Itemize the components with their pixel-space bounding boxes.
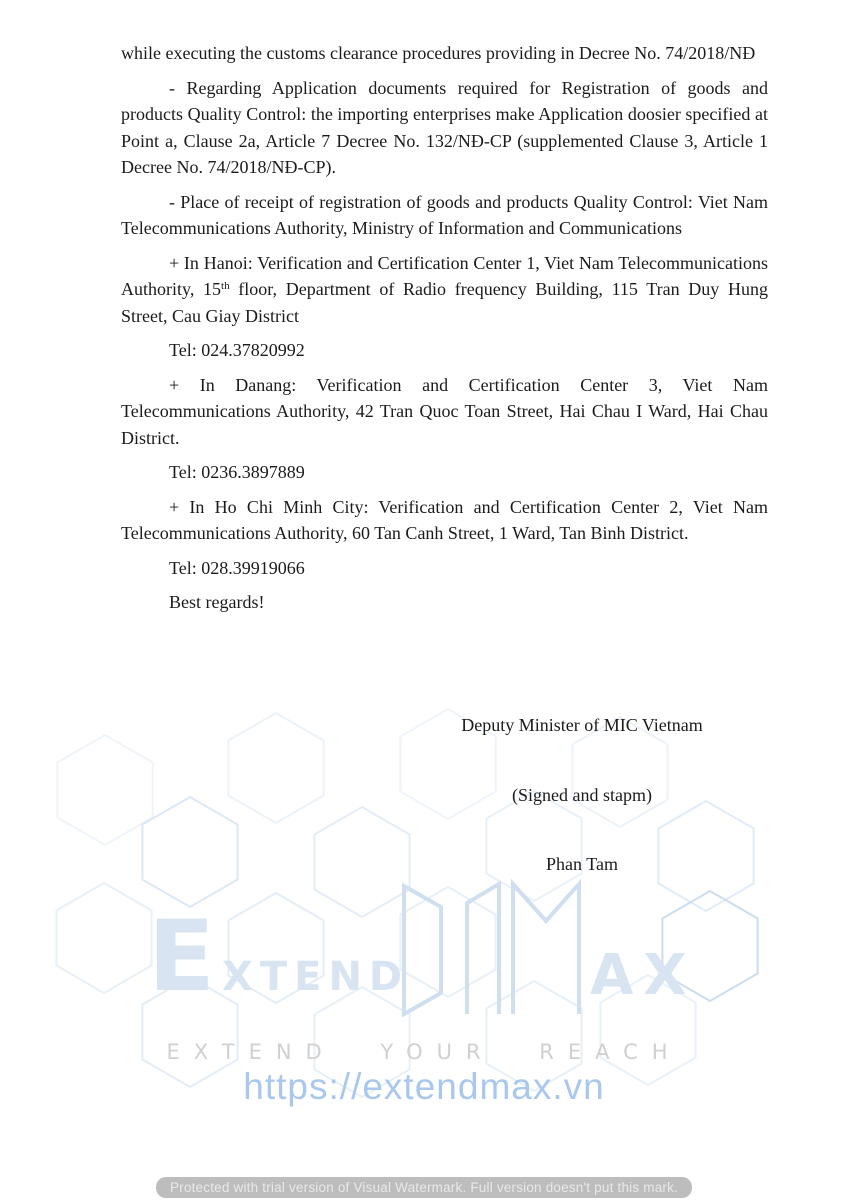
signer-name: Phan Tam: [546, 854, 618, 874]
doc-paragraph: while executing the customs clearance procedures providing in Decree No. 74/2018/NĐ: [121, 43, 756, 63]
ordinal-superscript: th: [221, 280, 230, 292]
watermark-letters-xtend: XTEND: [222, 954, 410, 1000]
doc-paragraph: - Regarding Application documents required for Registration of goods and products Quality Control: the importing enterprises make Application doosier specified at Point a, Clause 2a, Article 7 Decree No. 132/NĐ-CP (supplemented Clause 3, Article 1 Decree No. 74/2018/NĐ-CP).: [121, 77, 768, 177]
tel-line: Tel: 028.39919066: [169, 557, 305, 578]
signature-block: [417, 712, 747, 878]
hexagon-outline: [314, 807, 409, 917]
hexagon-outline: [57, 735, 152, 845]
paragraph-text: + In Hanoi: Verification and Certification Center 1, Viet Nam Telecommunications Authority, 15: [121, 252, 768, 299]
watermark-letter-d-shape: [404, 886, 441, 1014]
watermark-letters-ax: AX: [590, 943, 697, 1008]
doc-paragraph: + In Danang: Verification and Certification Center 3, Viet Nam Telecommunications Authority, 42 Tran Quoc Toan Street, Hai Chau I Ward, Hai Chau District.: [121, 374, 768, 448]
closing-line: Best regards!: [169, 592, 265, 612]
hexagon-outline: [142, 797, 237, 907]
watermark-letter-e: E: [148, 900, 215, 1014]
watermark-url: https://extendmax.vn: [243, 1066, 605, 1107]
letter-body: [121, 40, 768, 616]
doc-paragraph: - Place of receipt of registration of goods and products Quality Control: Viet Nam Telecommunications Authority, Ministry of Information and Communications: [121, 191, 768, 238]
signer-title: Deputy Minister of MIC Vietnam: [461, 715, 703, 735]
tel-line: Tel: 024.37820992: [169, 340, 305, 360]
visual-watermark-trial-notice: Protected with trial version of Visual Watermark. Full version doesn't put this mark.: [156, 1177, 692, 1198]
hexagon-outline: [56, 883, 151, 993]
hexagon-outline: [400, 887, 495, 997]
tel-line: Tel: 0236.3897889: [169, 462, 305, 482]
signed-and-stamp-note: (Signed and stapm): [512, 784, 652, 805]
hexagon-outline: [228, 713, 323, 823]
paragraph-text: floor, Department of Radio frequency Building, 115 Tran Duy Hung Street, Cau Giay District: [121, 279, 768, 326]
doc-paragraph: + In Ho Chi Minh City: Verification and Certification Center 2, Viet Nam Telecommunications Authority, 60 Tan Canh Street, 1 Ward, Tan Binh District.: [121, 496, 768, 543]
watermark-letter-m-shape-right: [513, 884, 579, 1014]
doc-paragraph: [121, 250, 768, 330]
watermark-letter-m-shape-left: [467, 884, 499, 1014]
watermark-tagline: EXTEND YOUR REACH: [166, 1040, 682, 1064]
